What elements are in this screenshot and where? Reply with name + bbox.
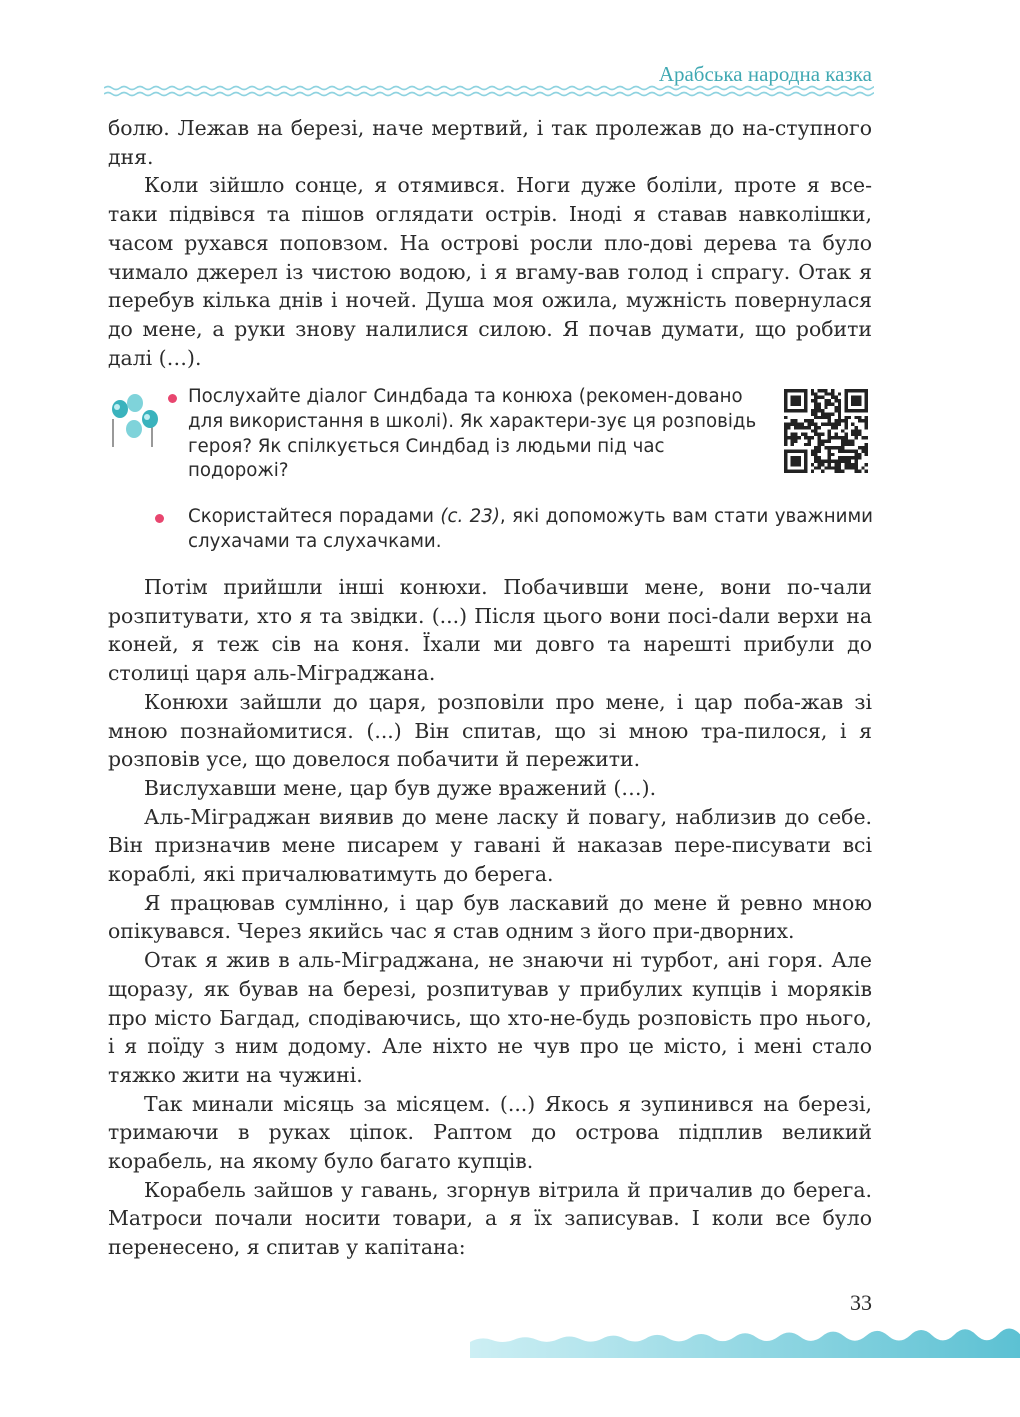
headphones-icon (108, 389, 164, 451)
qr-code[interactable] (784, 389, 868, 473)
paragraph: Коли зійшло сонце, я отямився. Ноги дуже боліли, проте я все-таки підвівся та пішов оглядати острів. Іноді я ставав навколішки, часом рухався поповзом. На острові росли пло-дові дерева та було чимало джерел із чистою водою, і я вгаму-вав голод і спрагу. Отак я перебув кілька днів і ночей. Душа моя ожила, мужність повернулася до мене, а руки знову налилися силою. Я почав думати, що робити далі (…). (108, 173, 872, 370)
paragraph: Я працював сумлінно, і цар був ласкавий до мене й ревно мною опікувався. Через якийсь час я став одним з його при-дворних. (108, 890, 872, 944)
body-text-top (108, 114, 872, 372)
running-header: Арабська народна казка (658, 62, 872, 86)
body-text-bottom (108, 573, 872, 1262)
paragraph: Корабель зайшов у гавань, згорнув вітрила й причалив до берега. Матроси почали носити товари, а я їх записував. І коли все було перенесено, я спитав у капітана: (108, 1177, 872, 1260)
paragraph: Вислухавши мене, цар був дуже вражений (…). (144, 775, 657, 800)
listening-task-block (108, 385, 872, 565)
page-reference-link[interactable]: (с. 23) (440, 506, 500, 527)
bullet-marker (168, 394, 177, 403)
paragraph: Потім прийшли інші конюхи. Побачивши мене, вони по-чали розпитувати, хто я та звідки. (...) Після цього вони посі-dали верхи на коней, я теж сів на коня. Їхали ми довго та нарешті прибули до столиці царя аль-Міграджана. (108, 575, 872, 686)
paragraph: болю. Лежав на березі, наче мертвий, і так пролежав до на-ступного дня. (108, 116, 872, 169)
footer-wave-decoration (470, 1318, 1020, 1358)
page-number: 33 (850, 1290, 872, 1315)
paragraph: Так минали місяць за місяцем. (...) Якось я зупинився на березі, тримаючи в руках ціпок. Раптом до острова підплив великий корабель, на якому було багато купців. (108, 1091, 872, 1174)
task-text-part: Скористайтеся порадами (188, 506, 441, 527)
paragraph: Отак я жив в аль-Міграджана, не знаючи ні турбот, ані горя. Але щоразу, як бував на березі, розпитував у прибулих купців і моряків про місто Багдад, сподіваючись, що хто-не-будь розповість про нього, і я поїду з ним додому. Але ніхто не чув про це місто, і мені стало тяжко жити на чужині. (108, 948, 872, 1087)
bullet-marker (155, 514, 164, 523)
task-text-part: , які допоможуть вам стати уважними слухачами та слухачками. (188, 506, 873, 552)
header-wave-decoration (104, 84, 874, 98)
task-use-tips (188, 505, 873, 555)
paragraph: Конюхи зайшли до царя, розповіли про мене, і цар поба-жав зі мною познайомитися. (...) Він спитав, що зі мною тра-пилося, і я розповів усе, що довелося побачити й пережити. (108, 689, 872, 772)
paragraph: Аль-Міграджан виявив до мене ласку й повагу, наблизив до себе. Він призначив мене писарем у гавані й наказав пере-писувати всі кораблі, які причалюватимуть до берега. (108, 804, 872, 887)
task-listen-dialog: Послухайте діалог Синдбада та конюха (рекомен-довано для використання в школі). Як характери-зує ця розповідь героя? Як спілкується Синдбад із людьми під час подорожі? (188, 386, 757, 482)
